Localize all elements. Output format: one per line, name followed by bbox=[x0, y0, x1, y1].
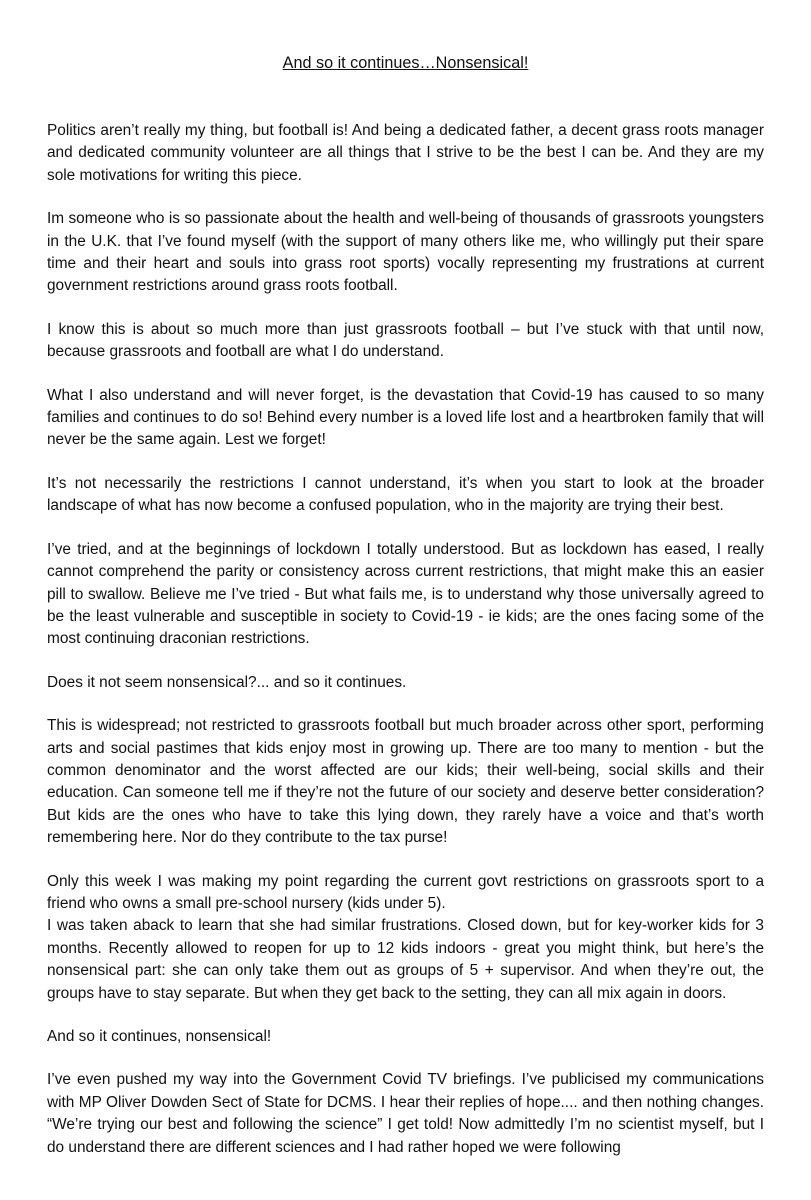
paragraph: This is widespread; not restricted to grassroots football but much broader across other sport, performing arts and social pastimes that kids enjoy most in growing up. There are too many to mention - but the common denominator and the worst affected are our kids; their well-being, social skills and their education. Can someone tell me if they’re not the future of our society and deserve better consideration? But kids are the ones who have to take this lying down, they rarely have a voice and that’s worth remembering here. Nor do they contribute to the tax purse! bbox=[47, 717, 764, 847]
paragraph: Does it not seem nonsensical?... and so it continues. bbox=[47, 673, 407, 691]
paragraph: I’ve even pushed my way into the Government Covid TV briefings. I’ve publicised my communications with MP Oliver Dowden Sect of State for DCMS. I hear their replies of hope.... and then nothing changes. “We’re trying our best and following the science” I get told! Now admittedly I’m no scientist myself, but I do understand there are different sciences and I had rather hoped we were following bbox=[47, 1071, 764, 1156]
paragraph: It’s not necessarily the restrictions I cannot understand, it’s when you start to look at the broader landscape of what has now become a confused population, who in the majority are trying their best. bbox=[47, 474, 764, 515]
paragraph: I’ve tried, and at the beginnings of lockdown I totally understood. But as lockdown has eased, I really cannot comprehend the parity or consistency across current restrictions, that might make this an easier pill to swallow. Believe me I’ve tried - But what fails me, is to understand why those universally agreed to be the least vulnerable and susceptible in society to Covid-19 - ie kids; are the ones facing some of the most continuing draconian restrictions. bbox=[47, 540, 764, 648]
paragraph: Only this week I was making my point regarding the current govt restrictions on grassroots sport to a friend who owns a small pre-school nursery (kids under 5). bbox=[47, 872, 764, 912]
paragraph: Politics aren’t really my thing, but football is! And being a dedicated father, a decent grass roots manager and dedicated community volunteer are all things that I strive to be the best I can be. And they are my sole motivations for writing this piece. bbox=[47, 122, 764, 184]
paragraph: And so it continues, nonsensical! bbox=[47, 1028, 272, 1045]
paragraph: What I also understand and will never forget, is the devastation that Covid-19 has caused to so many families and continues to do so! Behind every number is a loved life lost and a heartbroken family that will never be the same again. Lest we forget! bbox=[47, 386, 764, 449]
document-title: And so it continues…Nonsensical! bbox=[282, 54, 529, 72]
paragraph: Im someone who is so passionate about the health and well-being of thousands of grassroots youngsters in the U.K. that I’ve found myself (with the support of many others like me, who willingly put their spare time and their heart and souls into grass root sports) vocally representing my frustrations at current government restrictions around grass roots football. bbox=[47, 210, 764, 295]
paragraph: I was taken aback to learn that she had similar frustrations. Closed down, but for key-worker kids for 3 months. Recently allowed to reopen for up to 12 kids indoors - great you might think, but here’s the nonsensical part: she can only take them out as groups of 5 + supervisor. And when they’re out, the groups have to stay separate. But when they get back to the setting, they can all mix again in doors. bbox=[47, 917, 764, 1002]
paragraph: I know this is about so much more than just grassroots football – but I’ve stuck with that until now, because grassroots and football are what I do understand. bbox=[47, 320, 764, 361]
